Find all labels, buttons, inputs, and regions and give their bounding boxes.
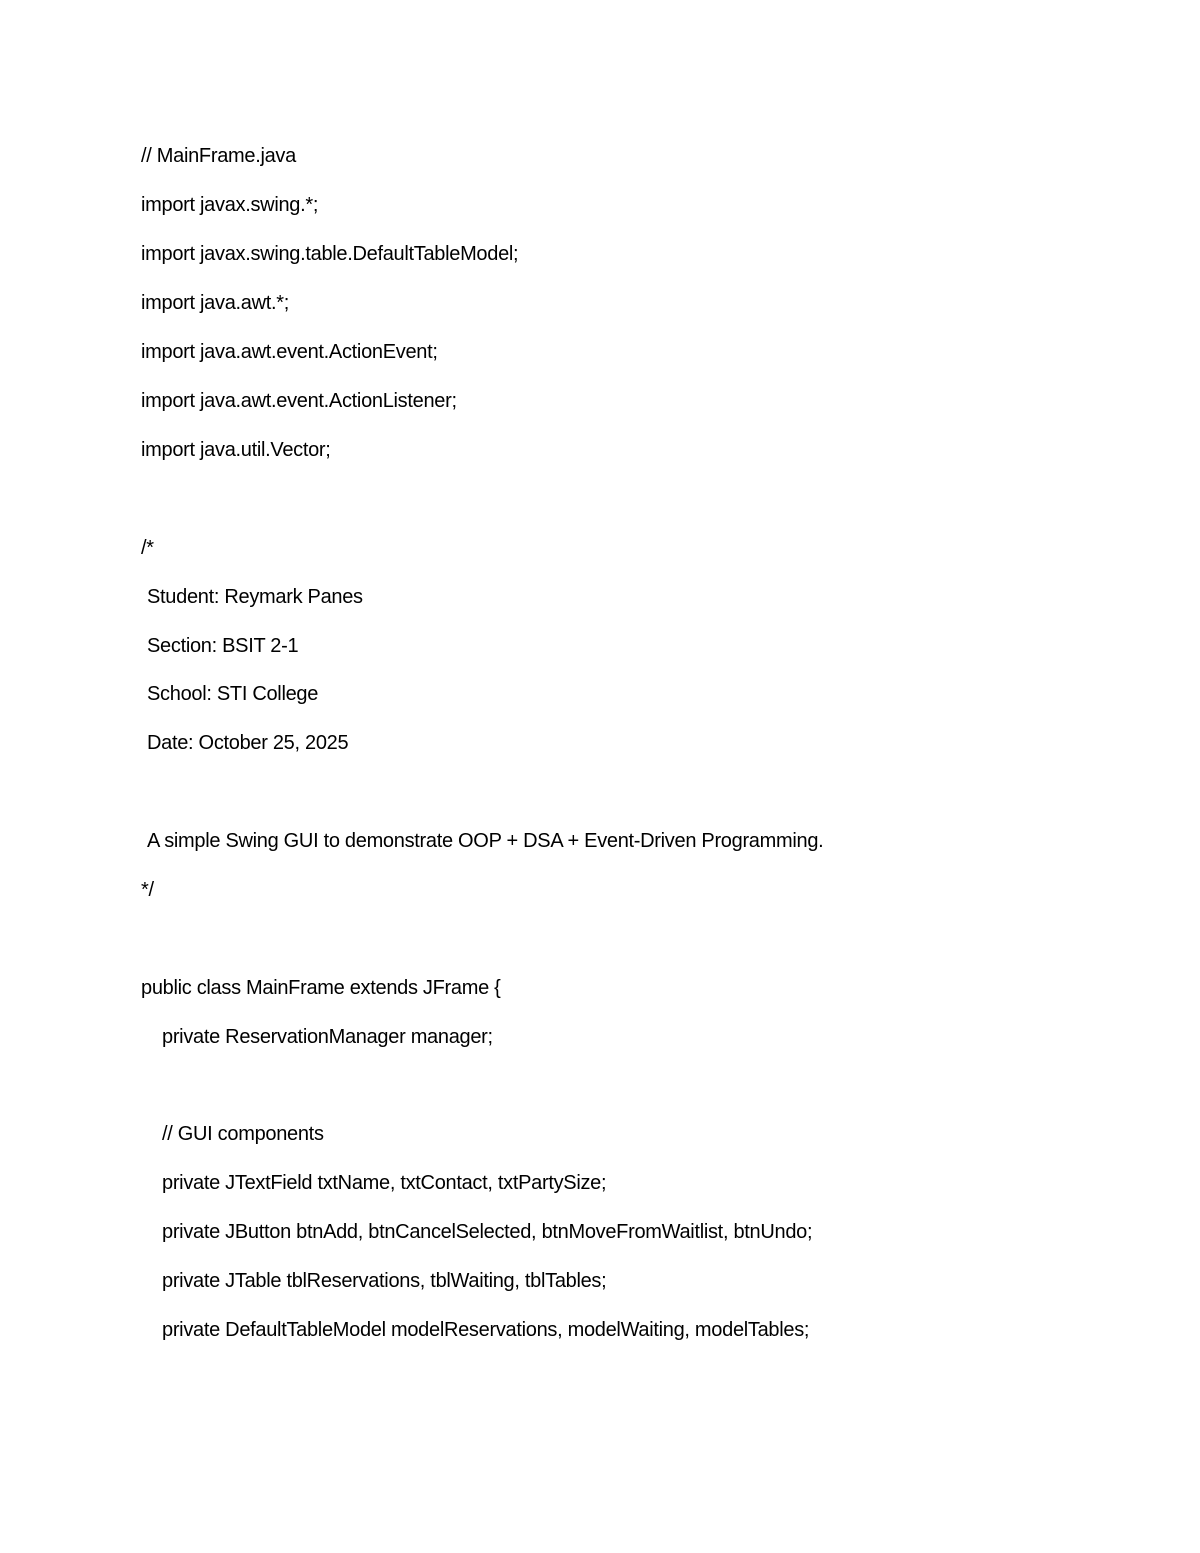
comment-section: Section: BSIT 2-1 [147, 635, 299, 657]
comment-student: Student: Reymark Panes [147, 586, 363, 608]
code-import-line: import java.awt.event.ActionListener; [141, 390, 457, 412]
code-field-line: private JButton btnAdd, btnCancelSelected, btnMoveFromWaitlist, btnUndo; [162, 1221, 813, 1243]
code-comment-gui: // GUI components [162, 1123, 324, 1145]
code-field-line: private JTextField txtName, txtContact, txtPartySize; [162, 1172, 607, 1194]
code-class-declaration: public class MainFrame extends JFrame { [141, 977, 501, 999]
code-field-line: private DefaultTableModel modelReservations, modelWaiting, modelTables; [162, 1319, 810, 1341]
code-import-line: import java.util.Vector; [141, 439, 331, 461]
code-import-line: import java.awt.event.ActionEvent; [141, 341, 438, 363]
comment-description: A simple Swing GUI to demonstrate OOP + DSA + Event-Driven Programming. [147, 830, 824, 852]
code-import-line: import java.awt.*; [141, 292, 289, 314]
code-field-line: private JTable tblReservations, tblWaiting, tblTables; [162, 1270, 607, 1292]
code-import-line: import javax.swing.*; [141, 194, 319, 216]
comment-school: School: STI College [147, 683, 319, 705]
code-comment-open: /* [141, 537, 154, 559]
code-import-line: import javax.swing.table.DefaultTableModel; [141, 243, 519, 265]
code-comment-close: */ [141, 879, 154, 901]
code-field-line: private ReservationManager manager; [162, 1026, 493, 1048]
code-comment-filename: // MainFrame.java [141, 145, 296, 167]
comment-date: Date: October 25, 2025 [147, 732, 349, 754]
